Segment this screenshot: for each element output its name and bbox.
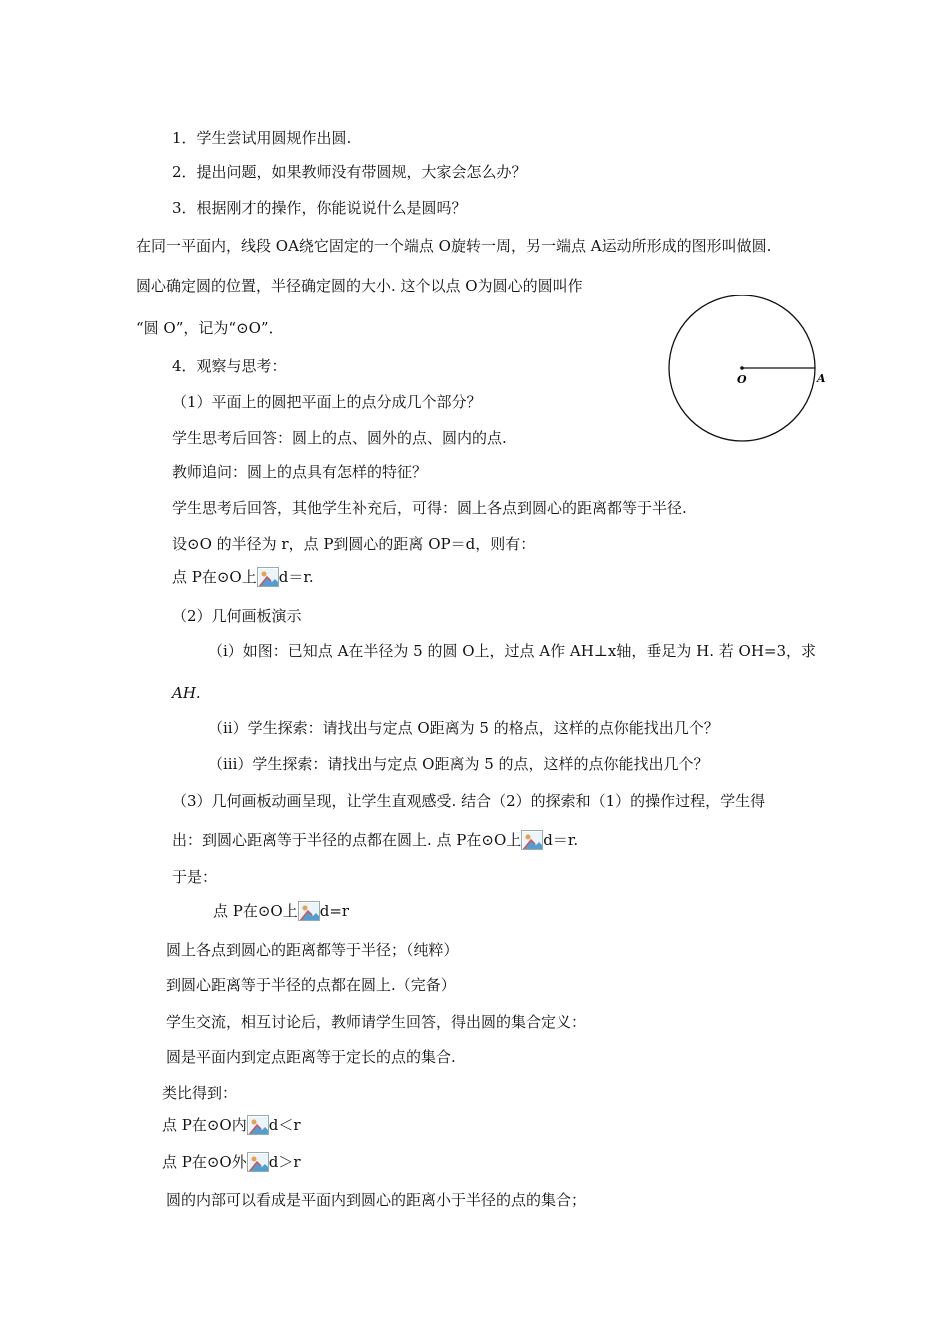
center-point — [740, 366, 744, 370]
equivalence-icon — [257, 567, 279, 587]
relation-right: d＜r — [268, 1116, 301, 1134]
relation-left: 点 P在⊙O上 — [172, 568, 257, 586]
equivalence-icon — [247, 1152, 269, 1172]
example-iii: （iii）学生探索：请找出与定点 O距离为 5 的点，这样的点你能找出几个？ — [208, 755, 709, 773]
question-1: （1）平面上的圆把平面上的点分成几个部分？ — [172, 393, 482, 411]
discussion-text: 学生交流，相互讨论后，教师请学生回答，得出圆的集合定义： — [166, 1013, 587, 1031]
student-answer-2: 学生思考后回答，其他学生补充后，可得：圆上各点到圆心的距离都等于半径. — [172, 499, 687, 517]
conclusion-left: 出：到圆心距离等于半径的点都在圆上. 点 P在⊙O上 — [172, 831, 522, 849]
relation-left: 点 P在⊙O内 — [162, 1116, 247, 1134]
circle-figure — [668, 295, 848, 449]
relation-right: d=r — [319, 902, 350, 920]
point-a-label: A — [817, 372, 826, 385]
conclusion-line — [172, 830, 578, 850]
center-radius-text: 圆心确定圆的位置，半径确定圆的大小. 这个以点 O为圆心的圆叫作 — [136, 277, 583, 295]
relation-right: d＝r. — [278, 568, 314, 586]
relation-on-circle-2 — [213, 901, 349, 921]
step-4: 4．观察与思考： — [172, 357, 287, 375]
equivalence-icon — [298, 901, 320, 921]
example-i-cont: AH. — [172, 684, 201, 702]
circle-definition: 在同一平面内，线段 OA绕它固定的一个端点 O旋转一周，另一端点 A运动所形成的图形叫做圆. — [136, 237, 772, 255]
notation-text: “圆 O”，记为“⊙O”． — [136, 319, 284, 337]
relation-left: 点 P在⊙O上 — [213, 902, 298, 920]
step-3: 3．根据刚才的操作，你能说说什么是圆吗？ — [172, 199, 467, 217]
relation-left: 点 P在⊙O外 — [162, 1153, 247, 1171]
analogy-text: 类比得到： — [162, 1084, 238, 1102]
demo-heading: （2）几何画板演示 — [172, 607, 302, 625]
completeness-statement: 到圆心距离等于半径的点都在圆上.（完备） — [166, 976, 456, 994]
center-label: O — [737, 373, 747, 386]
relation-on-circle — [172, 567, 314, 587]
animation-text: （3）几何画板动画呈现，让学生直观感受. 结合（2）的探索和（1）的操作过程，学生得 — [172, 792, 766, 810]
equivalence-icon — [247, 1115, 269, 1135]
definition-setup: 设⊙O 的半径为 r，点 P到圆心的距离 OP＝d，则有： — [172, 535, 536, 553]
equivalence-icon — [521, 830, 543, 850]
teacher-followup: 教师追问：圆上的点具有怎样的特征？ — [172, 463, 428, 481]
interior-definition: 圆的内部可以看成是平面内到圆心的距离小于半径的点的集合； — [166, 1191, 587, 1209]
step-1: 1．学生尝试用圆规作出圆. — [172, 129, 352, 147]
relation-inside — [162, 1115, 301, 1135]
set-definition: 圆是平面内到定点距离等于定长的点的集合. — [166, 1048, 456, 1066]
purity-statement: 圆上各点到圆心的距离都等于半径；（纯粹） — [166, 941, 459, 959]
step-2: 2．提出问题，如果教师没有带圆规，大家会怎么办？ — [172, 163, 527, 181]
student-answer-1: 学生思考后回答：圆上的点、圆外的点、圆内的点. — [172, 429, 507, 447]
conclusion-right: d＝r. — [543, 831, 579, 849]
example-ii: （ii）学生探索：请找出与定点 O距离为 5 的格点，这样的点你能找出几个？ — [208, 719, 719, 737]
therefore-text: 于是： — [172, 868, 218, 886]
example-i: （i）如图：已知点 A在半径为 5 的圆 O上，过点 A作 AH⊥x轴，垂足为 H. 若 OH=3，求 — [208, 642, 817, 660]
relation-outside — [162, 1152, 301, 1172]
relation-right: d＞r — [268, 1153, 301, 1171]
